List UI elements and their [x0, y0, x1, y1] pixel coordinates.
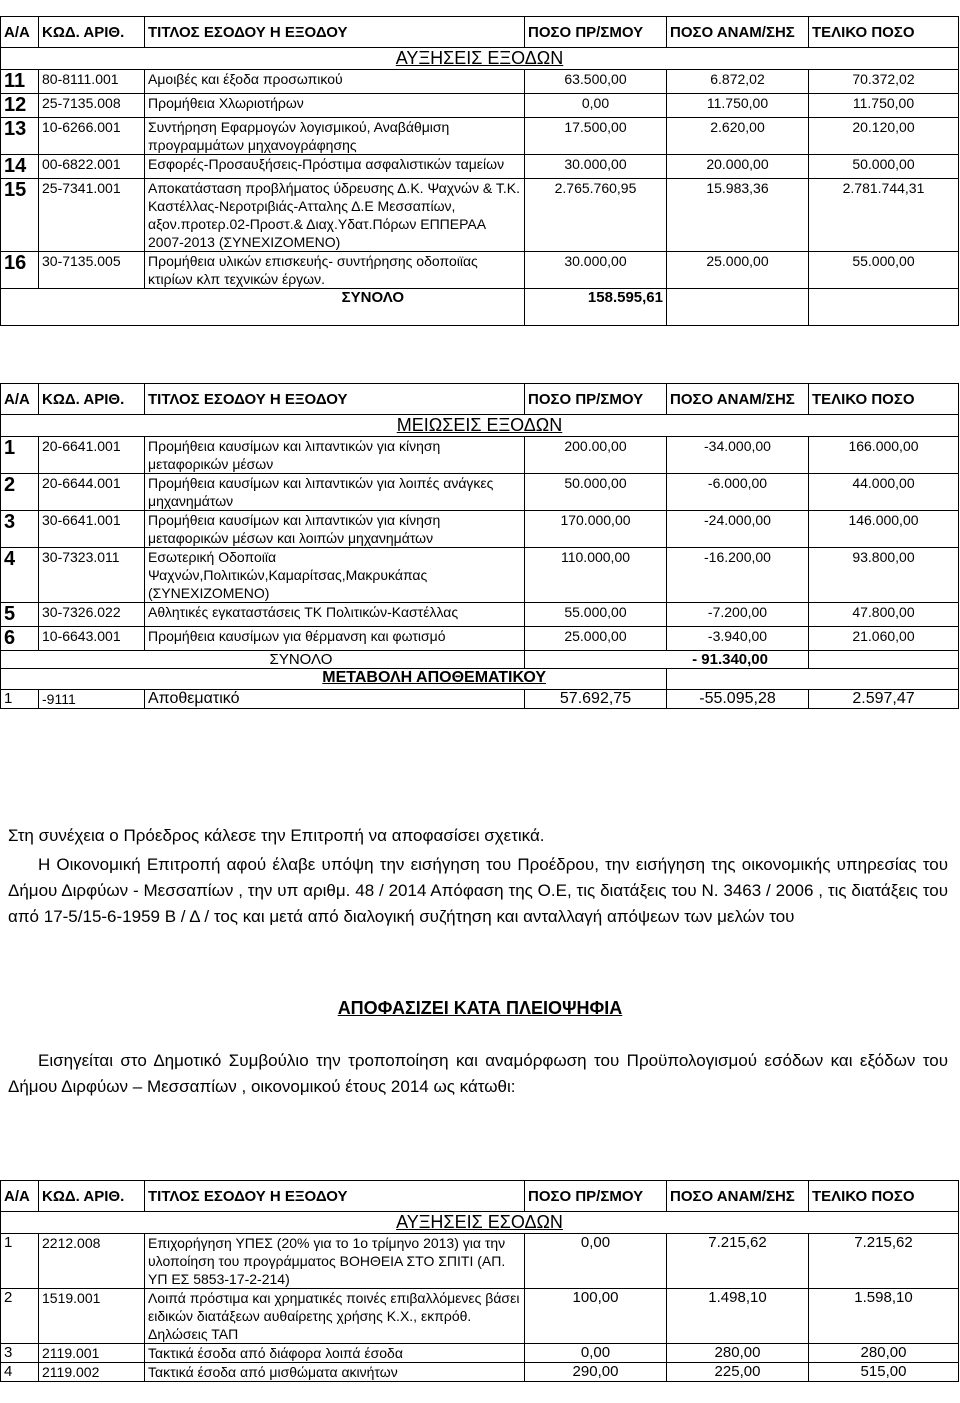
- table-row: [1, 179, 959, 252]
- row-code: 30-7326.022: [39, 603, 145, 627]
- row-budget: 57.692,75: [525, 690, 667, 709]
- row-change: 225,00: [667, 1363, 809, 1382]
- increases-expenses-rows: [1, 70, 959, 289]
- header-final: ΤΕΛΙΚΟ ΠΟΣΟ: [809, 1181, 959, 1212]
- row-change: 11.750,00: [667, 94, 809, 118]
- row-final: 7.215,62: [809, 1234, 959, 1289]
- table-row: [1, 511, 959, 548]
- row-change: -34.000,00: [667, 437, 809, 474]
- table-row: [1, 1289, 959, 1344]
- paragraph-intro: Στη συνέχεια ο Πρόεδρος κάλεσε την Επιτροπή να αποφασίσει σχετικά.: [8, 826, 545, 845]
- row-title: Αποκατάσταση προβλήματος ύδρευσης Δ.Κ. Ψαχνών & Τ.Κ. Καστέλλας-Νεροτριβιάς-Ατταλης Δ.Ε Μεσσαπίων, αξον.προτερ.02-Προστ.& Διαχ.Υδατ.Πόρων ΕΠΠΕΡΑΑ 2007-2013 (ΣΥΝΕΧΙΖΟΜΕΝΟ): [145, 179, 525, 252]
- row-final: 1.598,10: [809, 1289, 959, 1344]
- row-budget: 110.000,00: [525, 548, 667, 603]
- row-aa: 1: [1, 437, 39, 474]
- table-row: [1, 603, 959, 627]
- row-aa: 11: [1, 70, 39, 94]
- row-aa: 12: [1, 94, 39, 118]
- header-change: ΠΟΣΟ ΑΝΑΜ/ΣΗΣ: [667, 17, 809, 48]
- table-row: [1, 627, 959, 651]
- increases-revenue-rows: [1, 1234, 959, 1382]
- total-label: ΣΥΝΟΛΟ: [1, 289, 525, 326]
- table-row: [1, 118, 959, 155]
- row-code: -9111: [39, 690, 145, 709]
- header-final: ΤΕΛΙΚΟ ΠΟΣΟ: [809, 384, 959, 415]
- row-title: Προμήθεια καυσίμων και λιπαντικών για λοιπές ανάγκες μηχανημάτων: [145, 474, 525, 511]
- section-title: ΑΥΞΗΣΕΙΣ ΕΣΟΔΩΝ: [396, 1212, 563, 1232]
- row-budget: 30.000,00: [525, 252, 667, 289]
- table-row: [1, 690, 959, 709]
- table-row: [1, 1344, 959, 1363]
- section-row: [1, 1212, 959, 1234]
- row-title: Τακτικά έσοδα από διάφορα λοιπά έσοδα: [145, 1344, 525, 1363]
- row-final: 50.000,00: [809, 155, 959, 179]
- header-title: ΤΙΤΛΟΣ ΕΣΟΔΟΥ Η ΕΞΟΔΟΥ: [145, 17, 525, 48]
- header-code: ΚΩΔ. ΑΡΙΘ.: [39, 17, 145, 48]
- row-code: 2119.001: [39, 1344, 145, 1363]
- table-row: [1, 155, 959, 179]
- row-change: -3.940,00: [667, 627, 809, 651]
- table-row: [1, 1234, 959, 1289]
- row-budget: 55.000,00: [525, 603, 667, 627]
- section-title: ΑΥΞΗΣΕΙΣ ΕΞΟΔΩΝ: [395, 48, 564, 68]
- row-final: 2.781.744,31: [809, 179, 959, 252]
- row-aa: 3: [1, 1344, 39, 1363]
- row-code: 30-7135.005: [39, 252, 145, 289]
- total-value: 158.595,61: [525, 289, 667, 326]
- decreases-expenses-rows: [1, 437, 959, 651]
- table-row: [1, 1363, 959, 1382]
- table-row: [1, 474, 959, 511]
- row-title: Προμήθεια καυσίμων για θέρμανση και φωτισμό: [145, 627, 525, 651]
- row-title: Συντήρηση Εφαρμογών λογισμικού, Αναβάθμιση προγραμμάτων μηχανογράφησης: [145, 118, 525, 155]
- row-code: 10-6643.001: [39, 627, 145, 651]
- row-title: Αμοιβές και έξοδα προσωπικού: [145, 70, 525, 94]
- section-title: ΜΕΤΑΒΟΛΗ ΑΠΟΘΕΜΑΤΙΚΟΥ: [322, 669, 546, 686]
- section-title: ΜΕΙΩΣΕΙΣ ΕΞΟΔΩΝ: [396, 415, 563, 435]
- table-header-row: [1, 17, 959, 48]
- header-title: ΤΙΤΛΟΣ ΕΣΟΔΟΥ Η ΕΞΟΔΟΥ: [145, 384, 525, 415]
- row-change: 7.215,62: [667, 1234, 809, 1289]
- row-code: 2119.002: [39, 1363, 145, 1382]
- row-title: Προμήθεια καυσίμων και λιπαντικών για κίνηση μεταφορικών μέσων και λοιπών μηχανημάτων: [145, 511, 525, 548]
- row-change: -16.200,00: [667, 548, 809, 603]
- row-final: 166.000,00: [809, 437, 959, 474]
- paragraph-committee: Η Οικονομική Επιτροπή αφού έλαβε υπόψη την εισήγηση του Προέδρου, την εισήγηση της οικονομικής υπηρεσίας του Δήμου Διρφύων - Μεσσαπίων , την υπ αριθμ. 48 / 2014 Απόφαση της Ο.Ε, τις διατάξεις του Ν. 3463 / 2006 , τις διατάξεις του από 17-5/15-6-1959 Β / Δ / τος και μετά από διαλογική συζήτηση και ανταλλαγή απόψεων των μελών του: [8, 855, 948, 926]
- total-row: [1, 289, 959, 326]
- row-aa: 2: [1, 1289, 39, 1344]
- row-aa: 15: [1, 179, 39, 252]
- row-code: 30-7323.011: [39, 548, 145, 603]
- table-row: [1, 70, 959, 94]
- row-budget: 170.000,00: [525, 511, 667, 548]
- row-change: 25.000,00: [667, 252, 809, 289]
- row-aa: 1: [1, 1234, 39, 1289]
- row-title: Αποθεματικό: [145, 690, 525, 709]
- row-budget: 100,00: [525, 1289, 667, 1344]
- increases-expenses-table: [0, 16, 959, 326]
- row-budget: 0,00: [525, 94, 667, 118]
- row-title: Λοιπά πρόστιμα και χρηματικές ποινές επιβαλλόμενες βάσει ειδικών διατάξεων αυθαίρετης χρήσης Κ.Χ., εκπρόθ. Δηλώσεις ΤΑΠ: [145, 1289, 525, 1344]
- table-row: [1, 252, 959, 289]
- row-title: Εσφορές-Προσαυξήσεις-Πρόστιμα ασφαλιστικών ταμείων: [145, 155, 525, 179]
- table-row: [1, 437, 959, 474]
- section-row: [1, 669, 959, 690]
- row-final: 55.000,00: [809, 252, 959, 289]
- header-change: ΠΟΣΟ ΑΝΑΜ/ΣΗΣ: [667, 1181, 809, 1212]
- row-final: 2.597,47: [809, 690, 959, 709]
- row-final: 93.800,00: [809, 548, 959, 603]
- row-aa: 13: [1, 118, 39, 155]
- row-budget: 50.000,00: [525, 474, 667, 511]
- row-title: Προμήθεια Χλωριοτήρων: [145, 94, 525, 118]
- row-budget: 30.000,00: [525, 155, 667, 179]
- row-aa: 4: [1, 548, 39, 603]
- row-code: 25-7341.001: [39, 179, 145, 252]
- header-final: ΤΕΛΙΚΟ ΠΟΣΟ: [809, 17, 959, 48]
- row-change: -24.000,00: [667, 511, 809, 548]
- row-budget: 0,00: [525, 1234, 667, 1289]
- decreases-expenses-table: [0, 383, 959, 709]
- row-code: 10-6266.001: [39, 118, 145, 155]
- row-final: 515,00: [809, 1363, 959, 1382]
- increases-revenue-table: [0, 1180, 959, 1382]
- section-row: [1, 415, 959, 437]
- row-title: Εσωτερική Οδοποιϊα Ψαχνών,Πολιτικών,Καμαρίτσας,Μακρυκάπας (ΣΥΝΕΧΙΖΟΜΕΝΟ): [145, 548, 525, 603]
- paragraph-proposal: Εισηγείται στο Δημοτικό Συμβούλιο την τροποποίηση και αναμόρφωση του Προϋπολογισμού εσόδων και εξόδων του Δήμου Διρφύων – Μεσσαπίων , οικονομικού έτους 2014 ως κάτωθι:: [8, 1051, 948, 1096]
- row-aa: 4: [1, 1363, 39, 1382]
- row-change: -7.200,00: [667, 603, 809, 627]
- row-change: 2.620,00: [667, 118, 809, 155]
- table-header-row: [1, 1181, 959, 1212]
- row-final: 44.000,00: [809, 474, 959, 511]
- row-aa: 3: [1, 511, 39, 548]
- header-change: ΠΟΣΟ ΑΝΑΜ/ΣΗΣ: [667, 384, 809, 415]
- section-row: [1, 48, 959, 70]
- decision-heading: ΑΠΟΦΑΣΙΖΕΙ ΚΑΤΑ ΠΛΕΙΟΨΗΦΙΑ: [337, 998, 623, 1018]
- header-aa: Α/Α: [1, 1181, 39, 1212]
- row-change: 1.498,10: [667, 1289, 809, 1344]
- row-code: 25-7135.008: [39, 94, 145, 118]
- row-code: 80-8111.001: [39, 70, 145, 94]
- row-final: 280,00: [809, 1344, 959, 1363]
- row-aa: 16: [1, 252, 39, 289]
- header-code: ΚΩΔ. ΑΡΙΘ.: [39, 1181, 145, 1212]
- row-code: 30-6641.001: [39, 511, 145, 548]
- row-final: 11.750,00: [809, 94, 959, 118]
- row-budget: 2.765.760,95: [525, 179, 667, 252]
- row-change: 6.872,02: [667, 70, 809, 94]
- header-budget: ΠΟΣΟ ΠΡ/ΣΜΟΥ: [525, 17, 667, 48]
- total-value: - 91.340,00: [525, 651, 809, 669]
- row-title: Τακτικά έσοδα από μισθώματα ακινήτων: [145, 1363, 525, 1382]
- row-title: Αθλητικές εγκαταστάσεις ΤΚ Πολιτικών-Καστέλλας: [145, 603, 525, 627]
- header-aa: Α/Α: [1, 384, 39, 415]
- row-code: 2212.008: [39, 1234, 145, 1289]
- header-budget: ΠΟΣΟ ΠΡ/ΣΜΟΥ: [525, 384, 667, 415]
- table-header-row: [1, 384, 959, 415]
- row-change: -55.095,28: [667, 690, 809, 709]
- row-code: 20-6641.001: [39, 437, 145, 474]
- row-budget: 63.500,00: [525, 70, 667, 94]
- header-code: ΚΩΔ. ΑΡΙΘ.: [39, 384, 145, 415]
- table-row: [1, 548, 959, 603]
- row-title: Προμήθεια καυσίμων και λιπαντικών για κίνηση μεταφορικών μέσων: [145, 437, 525, 474]
- header-budget: ΠΟΣΟ ΠΡ/ΣΜΟΥ: [525, 1181, 667, 1212]
- row-title: Επιχορήγηση ΥΠΕΣ (20% για το 1ο τρίμηνο 2013) για την υλοποίηση του προγράμματος ΒΟΗΘΕΙΑ ΣΤΟ ΣΠΙΤΙ (ΑΠ. ΥΠ ΕΣ 5853-17-2-214): [145, 1234, 525, 1289]
- row-budget: 0,00: [525, 1344, 667, 1363]
- row-final: 21.060,00: [809, 627, 959, 651]
- row-change: 20.000,00: [667, 155, 809, 179]
- table-row: [1, 94, 959, 118]
- row-title: Προμήθεια υλικών επισκευής- συντήρησης οδοποιϊας κτιρίων κλπ τεχνικών έργων.: [145, 252, 525, 289]
- row-code: 00-6822.001: [39, 155, 145, 179]
- row-aa: 6: [1, 627, 39, 651]
- row-change: 280,00: [667, 1344, 809, 1363]
- row-change: 15.983,36: [667, 179, 809, 252]
- row-aa: 5: [1, 603, 39, 627]
- row-budget: 200.00,00: [525, 437, 667, 474]
- row-aa: 14: [1, 155, 39, 179]
- total-label: ΣΥΝΟΛΟ: [1, 651, 525, 669]
- row-aa: 1: [1, 690, 39, 709]
- row-budget: 25.000,00: [525, 627, 667, 651]
- row-final: 70.372,02: [809, 70, 959, 94]
- total-row: [1, 651, 959, 669]
- row-change: -6.000,00: [667, 474, 809, 511]
- row-aa: 2: [1, 474, 39, 511]
- row-budget: 290,00: [525, 1363, 667, 1382]
- row-budget: 17.500,00: [525, 118, 667, 155]
- row-final: 20.120,00: [809, 118, 959, 155]
- header-aa: Α/Α: [1, 17, 39, 48]
- row-final: 47.800,00: [809, 603, 959, 627]
- row-final: 146.000,00: [809, 511, 959, 548]
- row-code: 1519.001: [39, 1289, 145, 1344]
- row-code: 20-6644.001: [39, 474, 145, 511]
- header-title: ΤΙΤΛΟΣ ΕΣΟΔΟΥ Η ΕΞΟΔΟΥ: [145, 1181, 525, 1212]
